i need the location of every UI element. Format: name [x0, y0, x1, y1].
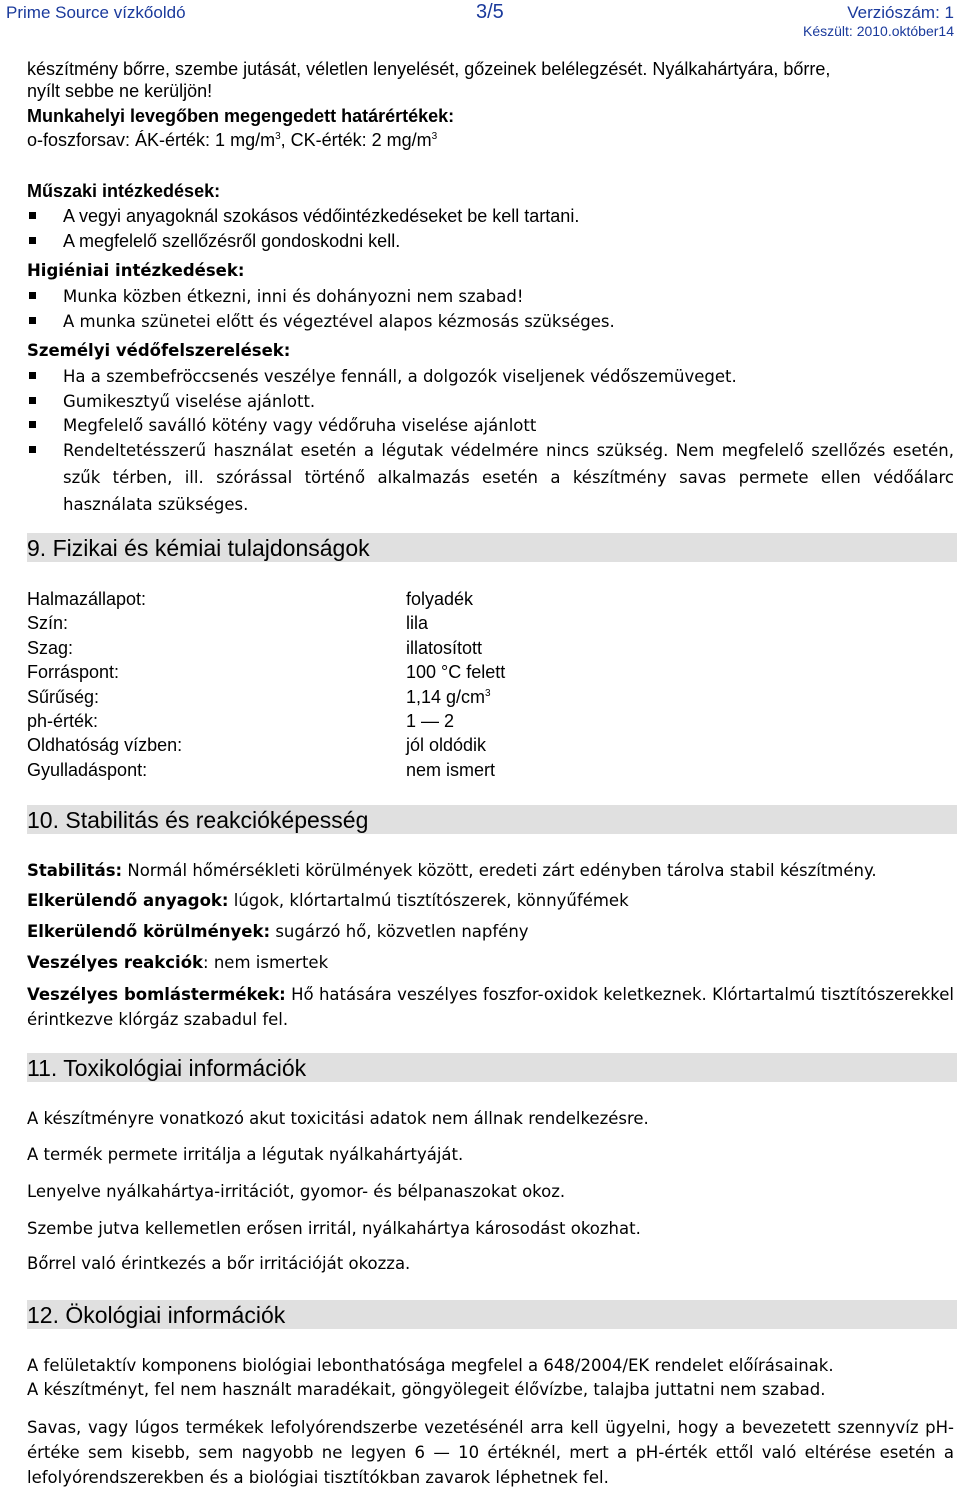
bullet-icon — [29, 446, 36, 453]
limits-sup-2: 3 — [431, 131, 438, 142]
eco-line: A készítményt, fel nem használt maradékait, göngyölegeit élővízbe, talajba juttatni nem szabad. — [27, 1380, 826, 1399]
limits-text-a: o-foszforsav: ÁK-érték: 1 mg/m — [27, 130, 276, 150]
bullet-icon — [29, 421, 36, 428]
eco-line: A felületaktív komponens biológiai lebonthatósága megfelel a 648/2004/EK rendelet előírásainak. — [27, 1356, 834, 1375]
ppe-item-text: Gumikesztyű viselése ajánlott. — [63, 392, 316, 411]
property-value: nem ismert — [406, 760, 496, 780]
property-key: Gyulladáspont: — [27, 760, 148, 780]
tox-line: A termék permete irritálja a légutak nyálkahártyáját. — [27, 1145, 464, 1164]
bullet-icon — [29, 237, 36, 244]
limits-sup-1: 3 — [275, 131, 281, 142]
ppe-item-text: Megfelelő saválló kötény vagy védőruha viselése ajánlott — [63, 416, 537, 435]
section-10-header — [27, 805, 957, 834]
decomposition-line — [27, 982, 954, 1032]
section-10-title: 10. Stabilitás és reakcióképesség — [27, 807, 369, 833]
stability-line — [27, 859, 954, 883]
ppe-item — [27, 364, 954, 389]
property-key: Sűrűség: — [27, 687, 100, 707]
property-key: Szag: — [27, 638, 74, 658]
ppe-item — [27, 437, 954, 518]
limits-values — [27, 128, 954, 152]
hygiene-item — [27, 309, 954, 334]
property-key: ph-érték: — [27, 711, 99, 731]
reactions-line — [27, 951, 954, 975]
property-value — [406, 685, 491, 709]
stability-label: Stabilitás: — [27, 861, 123, 880]
intro-line-2: nyílt sebbe ne kerüljön! — [27, 81, 213, 101]
bullet-icon — [29, 317, 36, 324]
tox-line: A készítményre vonatkozó akut toxicitási adatok nem állnak rendelkezésre. — [27, 1109, 649, 1128]
avoid-materials-text: lúgok, klórtartalmú tisztítószerek, könnyűfémek — [228, 891, 629, 910]
ppe-item-text: Rendeltetésszerű használat esetén a légutak védelmére nincs szükség. Nem megfelelő szellőzés esetén, szűk térben, ill. szórással történő alkalmazás esetén a készítmény savas permete ellen védőálarc használata szükséges. — [63, 441, 954, 514]
bullet-icon — [29, 397, 36, 404]
ppe-item — [27, 413, 954, 438]
avoid-materials-line — [27, 889, 954, 913]
created-date: Készült: 2010.október14 — [803, 23, 954, 39]
property-value: lila — [406, 613, 429, 633]
tox-line: Lenyelve nyálkahártya-irritációt, gyomor- és bélpanaszokat okoz. — [27, 1182, 566, 1201]
page-number: 3/5 — [476, 1, 504, 23]
ppe-heading: Személyi védőfelszerelések: — [27, 341, 291, 360]
hygiene-item — [27, 284, 954, 309]
section-11-header — [27, 1053, 957, 1082]
ppe-item — [27, 389, 954, 414]
bullet-icon — [29, 372, 36, 379]
ppe-item-text: Ha a szembefröccsenés veszélye fennáll, a dolgozók viseljenek védőszemüveget. — [63, 367, 737, 386]
section-12-title: 12. Ökológiai információk — [27, 1302, 286, 1328]
property-value: 100 °C felett — [406, 662, 506, 682]
technical-item-text: A megfelelő szellőzésről gondoskodni kell. — [63, 231, 401, 251]
bullet-icon — [29, 212, 36, 219]
eco-paragraph: Savas, vagy lúgos termékek lefolyórendszerbe vezetésénél arra kell ügyelni, hogy a bevezetett szennyvíz pH-értéke sem kisebb, sem nagyobb ne legyen 6 — 10 értéknél, mert a pH-érték ettől való eltérése esetén a lefolyórendszerekben és a biológiai tisztítókban zavarok léphetnek fel. — [27, 1418, 954, 1487]
property-key: Szín: — [27, 613, 69, 633]
intro-line-1: készítmény bőrre, szembe jutását, véletlen lenyelését, gőzeinek belélegzését. Nyálkahártyára, bőrre, — [27, 59, 831, 79]
decomposition-label: Veszélyes bomlástermékek: — [27, 985, 286, 1004]
stability-text: Normál hőmérsékleti körülmények között, eredeti zárt edényben tárolva stabil készítmény. — [122, 861, 877, 880]
decomposition-text: Hő hatására veszélyes foszfor-oxidok keletkeznek. Klórtartalmú tisztítószerekkel érintkezve klórgáz szabadul fel. — [27, 985, 954, 1029]
property-key: Forráspont: — [27, 662, 120, 682]
property-key: Oldhatóság vízben: — [27, 735, 183, 755]
bullet-icon — [29, 292, 36, 299]
limits-text-b: , CK-érték: 2 mg/m — [280, 130, 432, 150]
tox-line: Szembe jutva kellemetlen erősen irritál, nyálkahártya károsodást okozhat. — [27, 1219, 641, 1238]
section-9-title: 9. Fizikai és kémiai tulajdonságok — [27, 535, 370, 561]
property-value-sup: 3 — [485, 688, 491, 699]
reactions-text: : nem ismertek — [203, 953, 329, 972]
property-value: jól oldódik — [406, 735, 487, 755]
property-value: illatosított — [406, 638, 483, 658]
section-12-header — [27, 1300, 957, 1329]
property-value: 1 — 2 — [406, 711, 455, 731]
avoid-materials-label: Elkerülendő anyagok: — [27, 891, 229, 910]
limits-heading: Munkahelyi levegőben megengedett határértékek: — [27, 106, 455, 126]
product-name: Prime Source vízkőoldó — [6, 3, 186, 22]
avoid-conditions-text: sugárzó hő, közvetlen napfény — [270, 922, 529, 941]
hygiene-heading: Higiéniai intézkedések: — [27, 261, 245, 280]
avoid-conditions-line — [27, 920, 954, 944]
technical-item-text: A vegyi anyagoknál szokásos védőintézkedéseket be kell tartani. — [63, 206, 580, 226]
tox-line: Bőrrel való érintkezés a bőr irritációját okozza. — [27, 1254, 411, 1273]
property-value-text: 1,14 g/cm — [406, 687, 486, 707]
avoid-conditions-label: Elkerülendő körülmények: — [27, 922, 271, 941]
property-value: folyadék — [406, 589, 474, 609]
section-9-header — [27, 533, 957, 562]
hygiene-item-text: Munka közben étkezni, inni és dohányozni nem szabad! — [63, 287, 524, 306]
property-key: Halmazállapot: — [27, 589, 147, 609]
reactions-label: Veszélyes reakciók — [27, 953, 204, 972]
version-number: Verziószám: 1 — [847, 3, 954, 22]
hygiene-item-text: A munka szünetei előtt és végeztével alapos kézmosás szükséges. — [63, 312, 615, 331]
technical-item — [27, 204, 954, 229]
technical-heading: Műszaki intézkedések: — [27, 181, 221, 201]
section-11-title: 11. Toxikológiai információk — [27, 1055, 307, 1081]
technical-item — [27, 229, 954, 254]
page-header — [0, 0, 960, 44]
